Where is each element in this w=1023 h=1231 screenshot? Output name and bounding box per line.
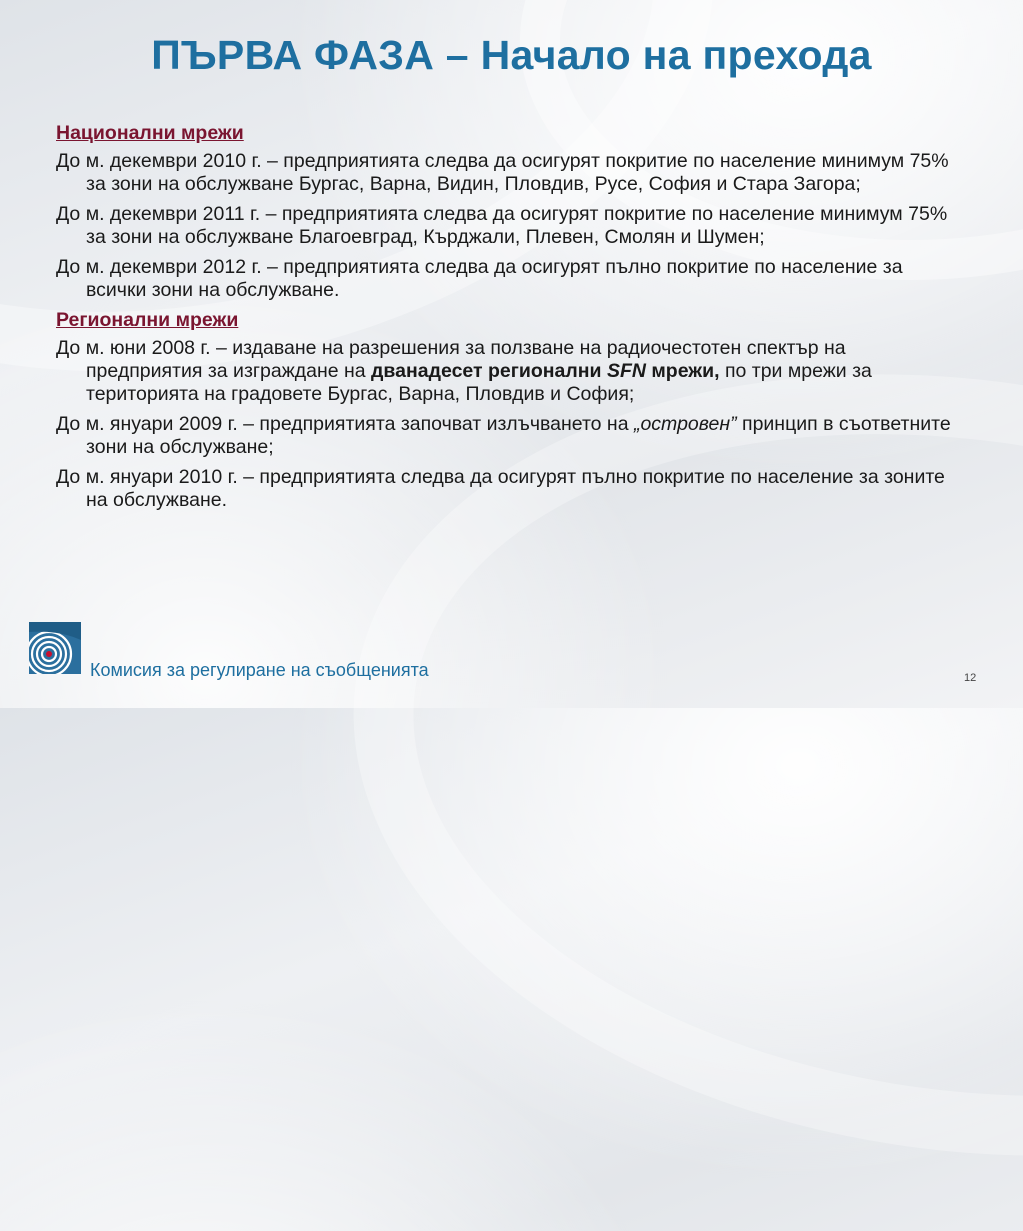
paragraph bbox=[56, 337, 956, 406]
emphasis-text: „островен” bbox=[633, 413, 737, 435]
emphasis-text: мрежи, bbox=[645, 360, 720, 382]
slide-title: ПЪРВА ФАЗА – Начало на прехода bbox=[151, 32, 872, 78]
page-number: 12 bbox=[964, 672, 977, 684]
paragraph: До м. януари 2010 г. – предприятията следва да осигурят пълно покритие по население за зоните на обслужване. bbox=[56, 466, 945, 511]
paragraph: До м. декември 2011 г. – предприятията следва да осигурят покритие по население минимум 75% за зони на обслужване Благоевград, Кърджали, Плевен, Смолян и Шумен; bbox=[56, 203, 948, 248]
section-heading-regional: Регионални мрежи bbox=[56, 309, 239, 331]
text-run: принцип в съответните зони на обслужване; bbox=[86, 413, 951, 458]
slide-body bbox=[56, 122, 956, 519]
crc-logo-icon bbox=[29, 622, 81, 674]
paragraph: До м. декември 2012 г. – предприятията следва да осигурят пълно покритие по население за всички зони на обслужване. bbox=[56, 256, 903, 301]
section-heading-national: Национални мрежи bbox=[56, 122, 244, 144]
emphasis-text: SFN bbox=[606, 360, 646, 382]
paragraph bbox=[56, 413, 956, 459]
text-run: До м. юни 2008 г. – издаване на разрешения за ползване на радиочестотен спектър на предприятия за изграждане на bbox=[56, 337, 846, 382]
organization-name: Комисия за регулиране на съобщенията bbox=[90, 660, 429, 680]
text-run: по три мрежи за територията на градовете Бургас, Варна, Пловдив и София; bbox=[86, 360, 872, 405]
paragraph: До м. декември 2010 г. – предприятията следва да осигурят покритие по население минимум 75% за зони на обслужване Бургас, Варна, Видин, Пловдив, Русе, София и Стара Загора; bbox=[56, 150, 949, 195]
emphasis-text: дванадесет регионални bbox=[371, 360, 607, 382]
text-run: До м. януари 2009 г. – предприятията започват излъчването на bbox=[56, 413, 634, 435]
